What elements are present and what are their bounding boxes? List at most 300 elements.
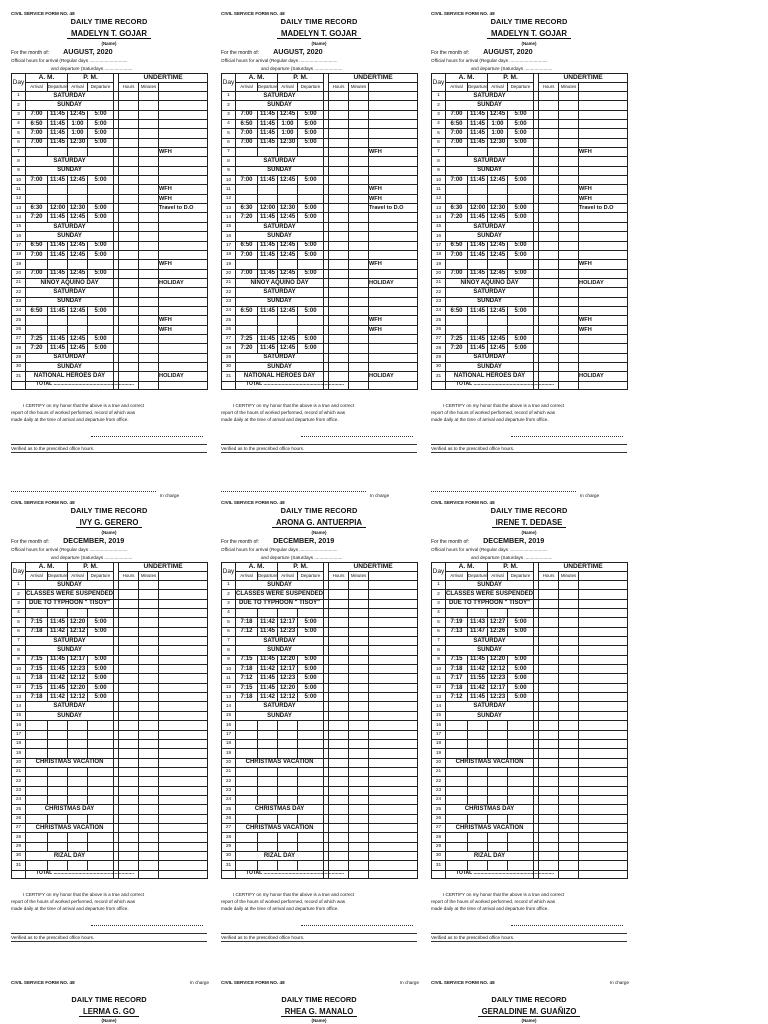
remark bbox=[369, 674, 418, 683]
signature-line bbox=[91, 436, 203, 437]
official-hours: Official hours for arrival (Regular days .............................. bbox=[221, 58, 338, 63]
dtr-row bbox=[222, 334, 418, 343]
pm-arrival bbox=[278, 325, 298, 334]
pm-arrival: 12:45 bbox=[488, 269, 508, 278]
day-label: SATURDAY bbox=[446, 92, 534, 101]
col-day: Day bbox=[222, 563, 236, 581]
undertime-minutes bbox=[139, 870, 159, 878]
employee-name: MADELYN T. GOJAR bbox=[221, 30, 417, 39]
day-label: SATURDAY bbox=[446, 222, 534, 231]
col-remarks bbox=[159, 83, 208, 92]
col-pm-arrival: Arrival bbox=[278, 572, 298, 581]
pm-departure: 5:00 bbox=[508, 693, 534, 702]
day-number: 17 bbox=[222, 730, 236, 739]
pm-arrival: 12:45 bbox=[278, 334, 298, 343]
pm-departure bbox=[88, 721, 114, 730]
pm-departure: 5:00 bbox=[88, 250, 114, 259]
day-number: 1 bbox=[432, 581, 446, 590]
month-value: AUGUST, 2020 bbox=[63, 47, 113, 56]
pm-arrival: 12:45 bbox=[278, 250, 298, 259]
undertime-hours bbox=[539, 702, 559, 711]
am-arrival bbox=[26, 767, 48, 776]
dtr-row bbox=[222, 777, 418, 786]
am-departure: 11:45 bbox=[258, 176, 278, 185]
dtr-row bbox=[432, 693, 628, 702]
pm-departure bbox=[508, 814, 534, 823]
undertime-minutes bbox=[559, 861, 579, 870]
undertime-hours bbox=[329, 851, 349, 860]
pm-arrival bbox=[278, 777, 298, 786]
day-number: 27 bbox=[432, 334, 446, 343]
remark bbox=[159, 758, 208, 767]
dtr-row bbox=[432, 833, 628, 842]
undertime-hours bbox=[329, 241, 349, 250]
dtr-row bbox=[222, 306, 418, 315]
undertime-minutes bbox=[349, 842, 369, 851]
am-departure: 11:45 bbox=[48, 241, 68, 250]
dtr-row bbox=[432, 795, 628, 804]
am-departure bbox=[48, 148, 68, 157]
day-number: 31 bbox=[222, 372, 236, 381]
day-number: 24 bbox=[12, 306, 26, 315]
pm-departure: 5:00 bbox=[298, 665, 324, 674]
undertime-minutes bbox=[139, 325, 159, 334]
day-number: 4 bbox=[12, 609, 26, 618]
am-departure: 11:45 bbox=[48, 306, 68, 315]
dtr-row bbox=[432, 777, 628, 786]
am-departure bbox=[258, 861, 278, 870]
undertime-minutes bbox=[349, 288, 369, 297]
day-number: 1 bbox=[222, 92, 236, 101]
pm-arrival: 12:45 bbox=[68, 110, 88, 119]
pm-departure bbox=[298, 185, 324, 194]
undertime-hours bbox=[119, 166, 139, 175]
am-departure bbox=[258, 749, 278, 758]
remark bbox=[369, 306, 418, 315]
am-arrival bbox=[236, 148, 258, 157]
col-pm-arrival: Arrival bbox=[488, 572, 508, 581]
remark bbox=[159, 683, 208, 692]
month-line bbox=[221, 48, 417, 57]
pm-arrival: 12:12 bbox=[278, 693, 298, 702]
remark bbox=[579, 101, 628, 110]
pm-departure bbox=[508, 260, 534, 269]
day-label: NATIONAL HEROES DAY bbox=[446, 372, 534, 381]
verified-section bbox=[431, 444, 627, 451]
am-arrival: 6:50 bbox=[236, 241, 258, 250]
undertime-minutes bbox=[349, 805, 369, 814]
remark bbox=[159, 101, 208, 110]
undertime-minutes bbox=[139, 861, 159, 870]
day-number: 23 bbox=[432, 297, 446, 306]
dtr-row bbox=[222, 581, 418, 590]
am-arrival: 7:20 bbox=[236, 344, 258, 353]
certify-line: I CERTIFY on my honor that the above is a true and correct bbox=[23, 403, 145, 408]
certify-line: report of the hours of worked performed, record of which was bbox=[431, 899, 556, 905]
day-number: 10 bbox=[12, 665, 26, 674]
am-departure: 11:45 bbox=[258, 110, 278, 119]
col-minutes: Minutes bbox=[559, 572, 579, 581]
am-departure bbox=[258, 316, 278, 325]
am-arrival: 6:30 bbox=[446, 204, 468, 213]
dtr-row bbox=[222, 786, 418, 795]
day-label: CHRISTMAS DAY bbox=[236, 805, 324, 814]
undertime-minutes bbox=[349, 306, 369, 315]
col-minutes: Minutes bbox=[139, 572, 159, 581]
undertime-minutes bbox=[559, 786, 579, 795]
am-departure bbox=[258, 730, 278, 739]
month-label: For the month of: bbox=[221, 50, 260, 56]
dtr-row bbox=[432, 758, 628, 767]
undertime-hours bbox=[329, 176, 349, 185]
am-departure: 11:43 bbox=[468, 618, 488, 627]
am-arrival bbox=[236, 325, 258, 334]
pm-departure: 5:00 bbox=[508, 129, 534, 138]
certify-line: I CERTIFY on my honor that the above is a true and correct bbox=[233, 892, 355, 897]
month-label: For the month of: bbox=[431, 539, 470, 545]
am-arrival: 7:20 bbox=[446, 213, 468, 222]
month-line bbox=[431, 537, 627, 546]
col-hours: Hours bbox=[119, 572, 139, 581]
undertime-hours bbox=[329, 297, 349, 306]
remark bbox=[159, 288, 208, 297]
remark bbox=[159, 665, 208, 674]
undertime-minutes bbox=[349, 325, 369, 334]
pm-arrival bbox=[68, 833, 88, 842]
pm-departure bbox=[298, 767, 324, 776]
pm-departure: 5:00 bbox=[298, 138, 324, 147]
pm-departure bbox=[88, 185, 114, 194]
pm-arrival: 12:45 bbox=[488, 250, 508, 259]
col-hours: Hours bbox=[119, 83, 139, 92]
dtr-row bbox=[12, 805, 208, 814]
undertime-minutes bbox=[559, 637, 579, 646]
undertime-minutes bbox=[559, 674, 579, 683]
dtr-row bbox=[12, 777, 208, 786]
undertime-hours bbox=[119, 739, 139, 748]
undertime-minutes bbox=[139, 250, 159, 259]
remark bbox=[369, 730, 418, 739]
dtr-row bbox=[12, 213, 208, 222]
am-departure: 11:45 bbox=[468, 129, 488, 138]
am-departure: 11:42 bbox=[258, 665, 278, 674]
undertime-minutes bbox=[139, 260, 159, 269]
remark bbox=[579, 306, 628, 315]
col-am-arrival: Arrival bbox=[236, 83, 258, 92]
pm-departure: 5:00 bbox=[508, 269, 534, 278]
day-label: SATURDAY bbox=[26, 637, 114, 646]
am-departure: 11:45 bbox=[48, 250, 68, 259]
undertime-hours bbox=[329, 269, 349, 278]
employee-name: MADELYN T. GOJAR bbox=[11, 30, 207, 39]
pm-arrival: 12:30 bbox=[488, 138, 508, 147]
undertime-hours bbox=[119, 683, 139, 692]
undertime-hours bbox=[329, 148, 349, 157]
undertime-minutes bbox=[559, 353, 579, 362]
undertime-hours bbox=[119, 786, 139, 795]
pm-departure: 5:00 bbox=[88, 120, 114, 129]
day-number: 4 bbox=[222, 609, 236, 618]
dtr-row bbox=[222, 204, 418, 213]
remark bbox=[579, 590, 628, 599]
undertime-hours bbox=[539, 842, 559, 851]
undertime-hours bbox=[539, 814, 559, 823]
day-number: 12 bbox=[432, 194, 446, 203]
day-number: 14 bbox=[432, 702, 446, 711]
dtr-row bbox=[12, 851, 208, 860]
dtr-table bbox=[431, 562, 628, 879]
day-number: 11 bbox=[432, 185, 446, 194]
undertime-minutes bbox=[559, 823, 579, 832]
pm-departure: 5:00 bbox=[298, 306, 324, 315]
pm-departure bbox=[508, 861, 534, 870]
am-departure: 11:42 bbox=[48, 674, 68, 683]
day-number: 5 bbox=[12, 129, 26, 138]
am-departure bbox=[48, 739, 68, 748]
pm-arrival: 12:45 bbox=[488, 241, 508, 250]
pm-arrival: 12:23 bbox=[488, 693, 508, 702]
in-charge-label: In charge bbox=[370, 493, 390, 498]
am-arrival: 7:00 bbox=[446, 110, 468, 119]
pm-arrival bbox=[488, 316, 508, 325]
pm-arrival bbox=[488, 325, 508, 334]
undertime-minutes bbox=[559, 92, 579, 101]
day-label: CLASSES WERE SUSPENDED bbox=[446, 590, 534, 599]
undertime-minutes bbox=[139, 381, 159, 389]
am-arrival: 7:15 bbox=[26, 665, 48, 674]
remark bbox=[159, 353, 208, 362]
col-day: Day bbox=[432, 74, 446, 92]
pm-arrival bbox=[488, 730, 508, 739]
verified-rule bbox=[221, 452, 417, 453]
undertime-minutes bbox=[349, 609, 369, 618]
am-arrival bbox=[26, 325, 48, 334]
col-undertime: UNDERTIME bbox=[119, 74, 208, 83]
pm-departure: 5:00 bbox=[88, 665, 114, 674]
day-label: SATURDAY bbox=[26, 157, 114, 166]
dtr-row bbox=[12, 702, 208, 711]
day-number: 10 bbox=[222, 176, 236, 185]
day-number: 14 bbox=[12, 702, 26, 711]
undertime-minutes bbox=[559, 842, 579, 851]
undertime-hours bbox=[539, 590, 559, 599]
departure-hours: and departure (Saturdays ...................... bbox=[261, 66, 343, 71]
dtr-row bbox=[222, 655, 418, 664]
undertime-hours bbox=[329, 637, 349, 646]
pm-departure bbox=[508, 739, 534, 748]
undertime-hours bbox=[329, 758, 349, 767]
am-departure: 11:45 bbox=[258, 306, 278, 315]
undertime-hours bbox=[539, 581, 559, 590]
month-label: For the month of: bbox=[431, 50, 470, 56]
dtr-row bbox=[222, 278, 418, 287]
day-number: 2 bbox=[432, 590, 446, 599]
undertime-hours bbox=[119, 260, 139, 269]
am-arrival bbox=[446, 325, 468, 334]
remark bbox=[159, 777, 208, 786]
undertime-hours bbox=[119, 120, 139, 129]
am-arrival: 7:00 bbox=[26, 129, 48, 138]
undertime-hours bbox=[329, 702, 349, 711]
remark bbox=[369, 581, 418, 590]
certify-line: report of the hours of worked performed, record of which was bbox=[221, 899, 346, 905]
undertime-hours bbox=[539, 213, 559, 222]
remark bbox=[579, 646, 628, 655]
day-label: SATURDAY bbox=[236, 288, 324, 297]
pm-departure bbox=[298, 148, 324, 157]
col-pm-departure: Departure bbox=[88, 572, 114, 581]
remark bbox=[159, 362, 208, 371]
undertime-minutes bbox=[139, 599, 159, 608]
remark bbox=[579, 599, 628, 608]
dtr-row bbox=[432, 148, 628, 157]
verified-text: Verified as to the prescribed office hours. bbox=[11, 935, 95, 940]
day-number: 12 bbox=[12, 683, 26, 692]
undertime-hours bbox=[329, 185, 349, 194]
col-pm-departure: Departure bbox=[508, 83, 534, 92]
am-arrival bbox=[236, 786, 258, 795]
undertime-minutes bbox=[349, 278, 369, 287]
total-row bbox=[222, 381, 418, 389]
am-arrival: 7:15 bbox=[26, 618, 48, 627]
remark bbox=[159, 241, 208, 250]
day-label: SATURDAY bbox=[446, 702, 534, 711]
undertime-minutes bbox=[139, 711, 159, 720]
undertime-hours bbox=[329, 655, 349, 664]
day-number: 3 bbox=[12, 599, 26, 608]
pm-departure bbox=[508, 777, 534, 786]
pm-departure bbox=[298, 842, 324, 851]
day-number: 25 bbox=[222, 316, 236, 325]
pm-arrival: 12:20 bbox=[68, 683, 88, 692]
pm-arrival bbox=[68, 814, 88, 823]
undertime-minutes bbox=[559, 693, 579, 702]
dtr-row bbox=[432, 372, 628, 381]
name-caption: (Name) bbox=[521, 530, 537, 535]
pm-arrival: 12:23 bbox=[68, 665, 88, 674]
undertime-minutes bbox=[559, 213, 579, 222]
undertime-hours bbox=[119, 157, 139, 166]
day-label: CHRISTMAS VACATION bbox=[26, 758, 114, 767]
day-number: 19 bbox=[432, 260, 446, 269]
certify-line: report of the hours of worked performed, record of which was bbox=[221, 410, 346, 416]
dtr-row bbox=[432, 213, 628, 222]
dtr-row bbox=[12, 711, 208, 720]
day-number: 22 bbox=[12, 777, 26, 786]
certify-line: made daily at the time of arrival and departure from office. bbox=[431, 906, 549, 912]
am-arrival: 7:00 bbox=[446, 129, 468, 138]
undertime-hours bbox=[329, 306, 349, 315]
undertime-hours bbox=[329, 721, 349, 730]
undertime-minutes bbox=[349, 693, 369, 702]
day-number: 2 bbox=[12, 101, 26, 110]
dtr-row bbox=[432, 92, 628, 101]
day-number: 4 bbox=[432, 120, 446, 129]
pm-arrival: 12:20 bbox=[488, 655, 508, 664]
am-departure bbox=[48, 325, 68, 334]
total-label: TOTAL .......................................................... bbox=[236, 870, 324, 878]
undertime-minutes bbox=[349, 92, 369, 101]
remark bbox=[579, 344, 628, 353]
pm-arrival bbox=[278, 316, 298, 325]
undertime-minutes bbox=[559, 590, 579, 599]
remark bbox=[579, 353, 628, 362]
col-pm-departure: Departure bbox=[298, 83, 324, 92]
undertime-hours bbox=[119, 795, 139, 804]
am-arrival bbox=[446, 730, 468, 739]
undertime-hours bbox=[329, 767, 349, 776]
am-departure: 12:00 bbox=[48, 204, 68, 213]
undertime-hours bbox=[539, 861, 559, 870]
pm-departure: 5:00 bbox=[298, 241, 324, 250]
day-number: 3 bbox=[222, 599, 236, 608]
pm-arrival: 12:27 bbox=[488, 618, 508, 627]
certification-text bbox=[11, 402, 207, 423]
pm-arrival: 12:45 bbox=[68, 334, 88, 343]
verified-section bbox=[11, 444, 207, 451]
dtr-row bbox=[12, 842, 208, 851]
dtr-row bbox=[222, 260, 418, 269]
pm-departure: 5:00 bbox=[298, 655, 324, 664]
am-arrival bbox=[236, 861, 258, 870]
am-arrival bbox=[446, 861, 468, 870]
remark bbox=[159, 176, 208, 185]
am-departure: 11:47 bbox=[468, 627, 488, 636]
day-number: 2 bbox=[432, 101, 446, 110]
undertime-minutes bbox=[139, 204, 159, 213]
am-departure: 11:42 bbox=[468, 665, 488, 674]
undertime-hours bbox=[329, 805, 349, 814]
am-departure bbox=[258, 739, 278, 748]
col-undertime: UNDERTIME bbox=[329, 74, 418, 83]
am-departure bbox=[258, 148, 278, 157]
dtr-row bbox=[222, 749, 418, 758]
am-departure bbox=[258, 260, 278, 269]
undertime-hours bbox=[329, 795, 349, 804]
day-label: SUNDAY bbox=[26, 362, 114, 371]
day-label: RIZAL DAY bbox=[26, 851, 114, 860]
undertime-minutes bbox=[559, 381, 579, 389]
verified-text: Verified as to the prescribed office hours. bbox=[11, 446, 95, 451]
pm-departure: 5:00 bbox=[88, 204, 114, 213]
pm-departure bbox=[88, 795, 114, 804]
dtr-row bbox=[432, 786, 628, 795]
undertime-hours bbox=[119, 758, 139, 767]
dtr-row bbox=[432, 241, 628, 250]
am-arrival bbox=[26, 795, 48, 804]
day-number bbox=[222, 381, 236, 389]
undertime-hours bbox=[539, 204, 559, 213]
am-departure bbox=[468, 749, 488, 758]
day-number: 4 bbox=[432, 609, 446, 618]
remark: WFH bbox=[159, 194, 208, 203]
pm-arrival bbox=[68, 721, 88, 730]
undertime-minutes bbox=[559, 278, 579, 287]
dtr-row bbox=[222, 637, 418, 646]
col-remarks bbox=[579, 572, 628, 581]
remark: WFH bbox=[369, 316, 418, 325]
remark: WFH bbox=[579, 194, 628, 203]
day-label: SATURDAY bbox=[446, 288, 534, 297]
dtr-row bbox=[222, 213, 418, 222]
dtr-row bbox=[12, 693, 208, 702]
pm-arrival: 12:45 bbox=[68, 250, 88, 259]
undertime-minutes bbox=[139, 805, 159, 814]
undertime-minutes bbox=[139, 758, 159, 767]
pm-arrival bbox=[278, 842, 298, 851]
pm-departure: 5:00 bbox=[298, 344, 324, 353]
undertime-minutes bbox=[139, 138, 159, 147]
